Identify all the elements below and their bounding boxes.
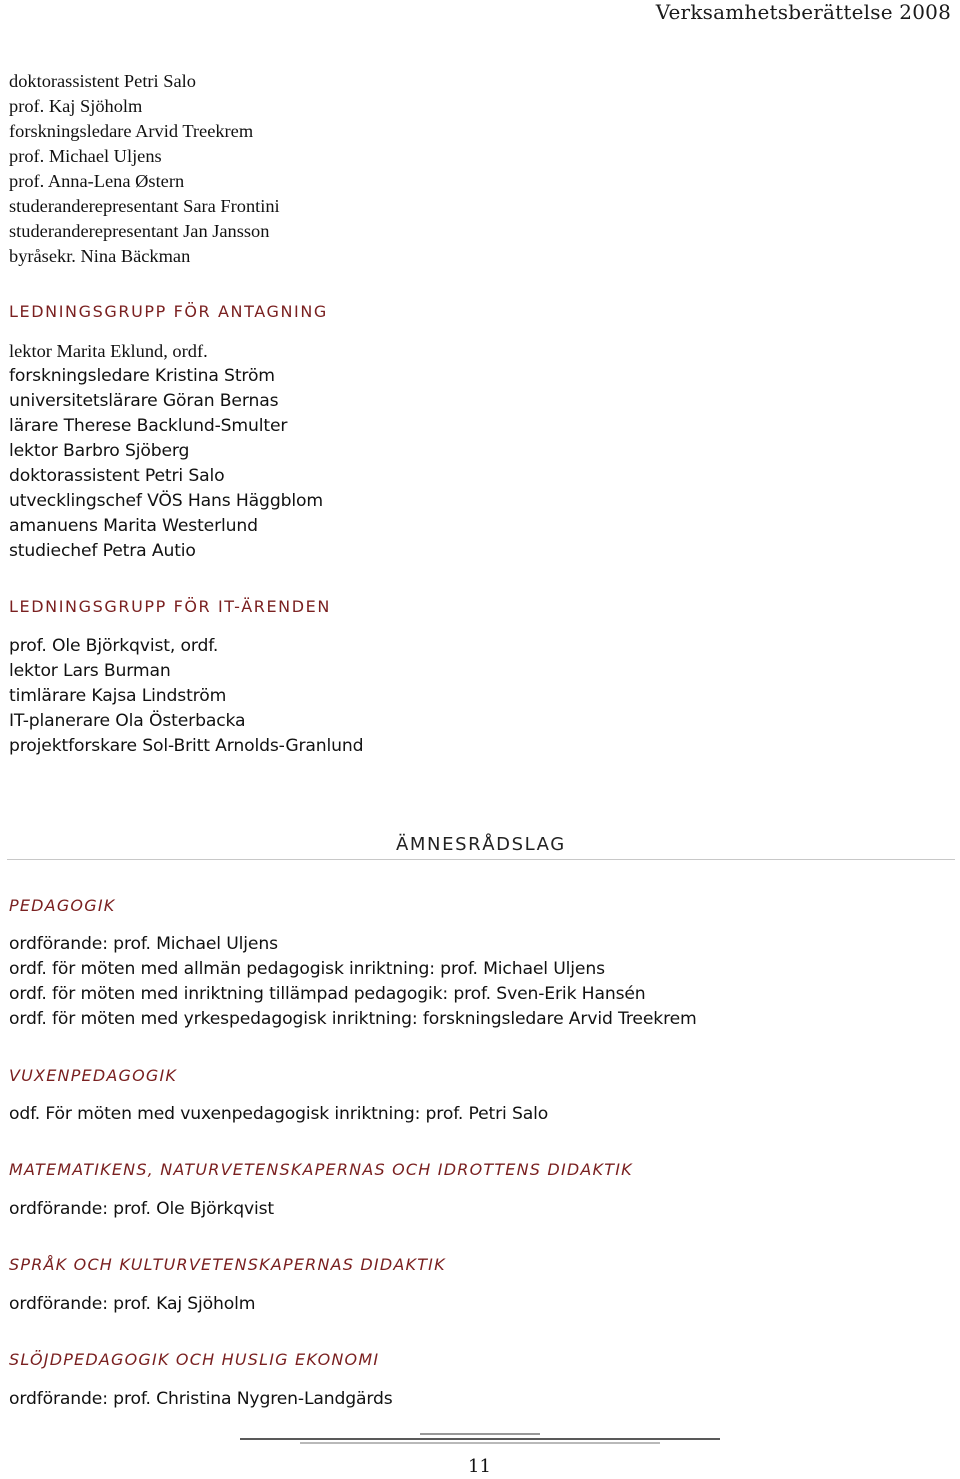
running-header: Verksamhetsberättelse 2008 bbox=[655, 0, 951, 24]
pedagogik-lines bbox=[9, 932, 697, 1032]
list-item: prof. Anna-Lena Østern bbox=[9, 171, 185, 191]
list-item: universitetslärare Göran Bernas bbox=[9, 391, 279, 411]
chapter-title: ÄMNESRÅDSLAG bbox=[396, 834, 566, 855]
list-item: IT-planerare Ola Österbacka bbox=[9, 711, 246, 731]
slojd-lines bbox=[9, 1387, 393, 1412]
list-item: ordf. för möten med yrkespedagogisk inriktning: forskningsledare Arvid Treekrem bbox=[9, 1009, 697, 1029]
sprak-lines bbox=[9, 1292, 255, 1317]
page-number: 11 bbox=[468, 1456, 491, 1477]
list-item: lärare Therese Backlund-Smulter bbox=[9, 416, 288, 436]
list-item: studiechef Petra Autio bbox=[9, 541, 196, 561]
list-item: ordf. för möten med allmän pedagogisk inriktning: prof. Michael Uljens bbox=[9, 959, 605, 979]
list-item: ordförande: prof. Christina Nygren-Landgärds bbox=[9, 1389, 393, 1409]
list-item: doktorassistent Petri Salo bbox=[9, 466, 225, 486]
list-item: lektor Marita Eklund, ordf. bbox=[9, 341, 208, 361]
list-item: prof. Kaj Sjöholm bbox=[9, 96, 143, 116]
section-heading-slojd: SLÖJDPEDAGOGIK OCH HUSLIG EKONOMI bbox=[9, 1350, 380, 1369]
list-item: lektor Barbro Sjöberg bbox=[9, 441, 190, 461]
list-item: prof. Ole Björkqvist, ordf. bbox=[9, 636, 219, 656]
list-item: utvecklingschef VÖS Hans Häggblom bbox=[9, 491, 323, 511]
member-list-continued bbox=[9, 69, 280, 269]
list-item: forskningsledare Kristina Ström bbox=[9, 366, 275, 386]
it-members bbox=[9, 634, 363, 759]
list-item: prof. Michael Uljens bbox=[9, 146, 162, 166]
list-item: ordförande: prof. Kaj Sjöholm bbox=[9, 1294, 256, 1314]
list-item: timlärare Kajsa Lindström bbox=[9, 686, 227, 706]
list-item: amanuens Marita Westerlund bbox=[9, 516, 258, 536]
section-heading-antagning: LEDNINGSGRUPP FÖR ANTAGNING bbox=[9, 302, 328, 321]
section-heading-sprak: SPRÅK OCH KULTURVETENSKAPERNAS DIDAKTIK bbox=[9, 1255, 446, 1274]
antagning-members bbox=[9, 339, 323, 564]
section-heading-it: LEDNINGSGRUPP FÖR IT-ÄRENDEN bbox=[9, 597, 331, 616]
list-item: ordf. för möten med inriktning tillämpad pedagogik: prof. Sven-Erik Hansén bbox=[9, 984, 646, 1004]
list-item: studeranderepresentant Jan Jansson bbox=[9, 221, 270, 241]
section-heading-matematik: MATEMATIKENS, NATURVETENSKAPERNAS OCH IDROTTENS DIDAKTIK bbox=[9, 1160, 633, 1179]
list-item: studeranderepresentant Sara Frontini bbox=[9, 196, 280, 216]
vuxen-lines bbox=[9, 1102, 548, 1127]
list-item: ordförande: prof. Ole Björkqvist bbox=[9, 1199, 275, 1219]
section-heading-pedagogik: PEDAGOGIK bbox=[9, 896, 116, 915]
list-item: projektforskare Sol-Britt Arnolds-Granlund bbox=[9, 736, 364, 756]
list-item: lektor Lars Burman bbox=[9, 661, 171, 681]
divider bbox=[7, 859, 955, 860]
footer-ornament bbox=[240, 1432, 720, 1446]
matematik-lines bbox=[9, 1197, 274, 1222]
list-item: ordförande: prof. Michael Uljens bbox=[9, 934, 278, 954]
list-item: doktorassistent Petri Salo bbox=[9, 71, 196, 91]
list-item: odf. För möten med vuxenpedagogisk inriktning: prof. Petri Salo bbox=[9, 1104, 549, 1124]
section-heading-vuxenpedagogik: VUXENPEDAGOGIK bbox=[9, 1066, 178, 1085]
list-item: byråsekr. Nina Bäckman bbox=[9, 246, 191, 266]
list-item: forskningsledare Arvid Treekrem bbox=[9, 121, 254, 141]
